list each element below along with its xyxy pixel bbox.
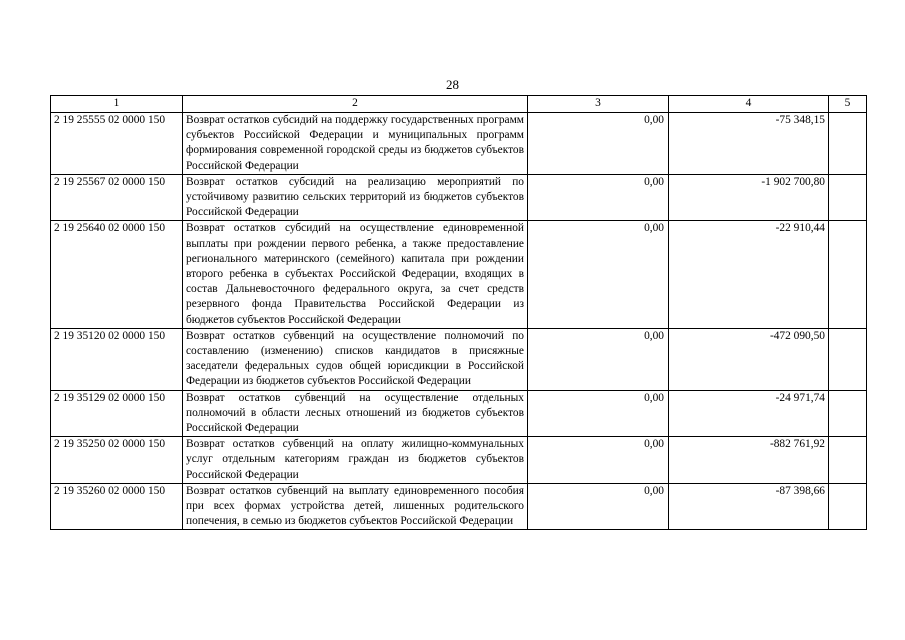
page-number: 28 (446, 77, 459, 92)
row-col3-value: 0,00 (528, 221, 669, 328)
header-col-2: 2 (183, 96, 528, 113)
row-name: Возврат остатков субвенций на выплату единовременного пособия при всех формах устройства детей, лишенных родительского попечения, в семью из бюджетов субъектов Российской Федерации (183, 483, 528, 530)
row-name: Возврат остатков субсидий на осуществление единовременной выплаты при рождении первого ребенка, а также предоставление регионального материнского (семейного) капитала при рождении второго ребенка в субъектах Российской Федерации, входящих в состав Дальневосточного федерального округа, за счет средств резервного фонда Правительства Российской Федерации из бюджетов субъектов Российской Федерации (183, 221, 528, 328)
table-header (51, 96, 867, 113)
row-name: Возврат остатков субсидий на поддержку государственных программ субъектов Российской Федерации и муниципальных программ формирования современной городской среды из бюджетов субъектов Российской Федерации (183, 113, 528, 175)
row-col3-value: 0,00 (528, 174, 669, 221)
row-col5-value (829, 328, 867, 390)
row-name: Возврат остатков субвенций на осуществление отдельных полномочий в области лесных отношений из бюджетов субъектов Российской Федерации (183, 390, 528, 437)
table-row (51, 328, 867, 390)
row-col5-value (829, 113, 867, 175)
row-name: Возврат остатков субвенций на осуществление полномочий по составлению (изменению) списков кандидатов в присяжные заседатели федеральных судов общей юрисдикции в Российской Федерации из бюджетов субъектов Российской Федерации (183, 328, 528, 390)
row-col4-value: -882 761,92 (669, 437, 829, 484)
row-col3-value: 0,00 (528, 113, 669, 175)
row-name: Возврат остатков субвенций на оплату жилищно-коммунальных услуг отдельным категориям граждан из бюджетов субъектов Российской Федерации (183, 437, 528, 484)
row-code: 2 19 35120 02 0000 150 (51, 328, 183, 390)
row-code: 2 19 35250 02 0000 150 (51, 437, 183, 484)
table-row (51, 221, 867, 328)
row-col4-value: -87 398,66 (669, 483, 829, 530)
row-col5-value (829, 390, 867, 437)
table-body (51, 113, 867, 530)
table-row (51, 390, 867, 437)
row-code: 2 19 25640 02 0000 150 (51, 221, 183, 328)
row-code: 2 19 25555 02 0000 150 (51, 113, 183, 175)
header-col-4: 4 (669, 96, 829, 113)
row-col4-value: -472 090,50 (669, 328, 829, 390)
row-code: 2 19 35260 02 0000 150 (51, 483, 183, 530)
table-row (51, 483, 867, 530)
row-col5-value (829, 483, 867, 530)
row-code: 2 19 25567 02 0000 150 (51, 174, 183, 221)
row-col4-value: -75 348,15 (669, 113, 829, 175)
row-col3-value: 0,00 (528, 483, 669, 530)
table-row (51, 174, 867, 221)
row-col5-value (829, 437, 867, 484)
row-name: Возврат остатков субсидий на реализацию мероприятий по устойчивому развитию сельских территорий из бюджетов субъектов Российской Федерации (183, 174, 528, 221)
row-col5-value (829, 221, 867, 328)
header-col-3: 3 (528, 96, 669, 113)
header-row (51, 96, 867, 113)
row-col3-value: 0,00 (528, 328, 669, 390)
row-col4-value: -1 902 700,80 (669, 174, 829, 221)
header-col-5: 5 (829, 96, 867, 113)
row-col4-value: -24 971,74 (669, 390, 829, 437)
row-col5-value (829, 174, 867, 221)
table-row (51, 437, 867, 484)
row-code: 2 19 35129 02 0000 150 (51, 390, 183, 437)
row-col3-value: 0,00 (528, 437, 669, 484)
header-col-1: 1 (51, 96, 183, 113)
table-row (51, 113, 867, 175)
budget-table (50, 95, 867, 530)
row-col4-value: -22 910,44 (669, 221, 829, 328)
row-col3-value: 0,00 (528, 390, 669, 437)
